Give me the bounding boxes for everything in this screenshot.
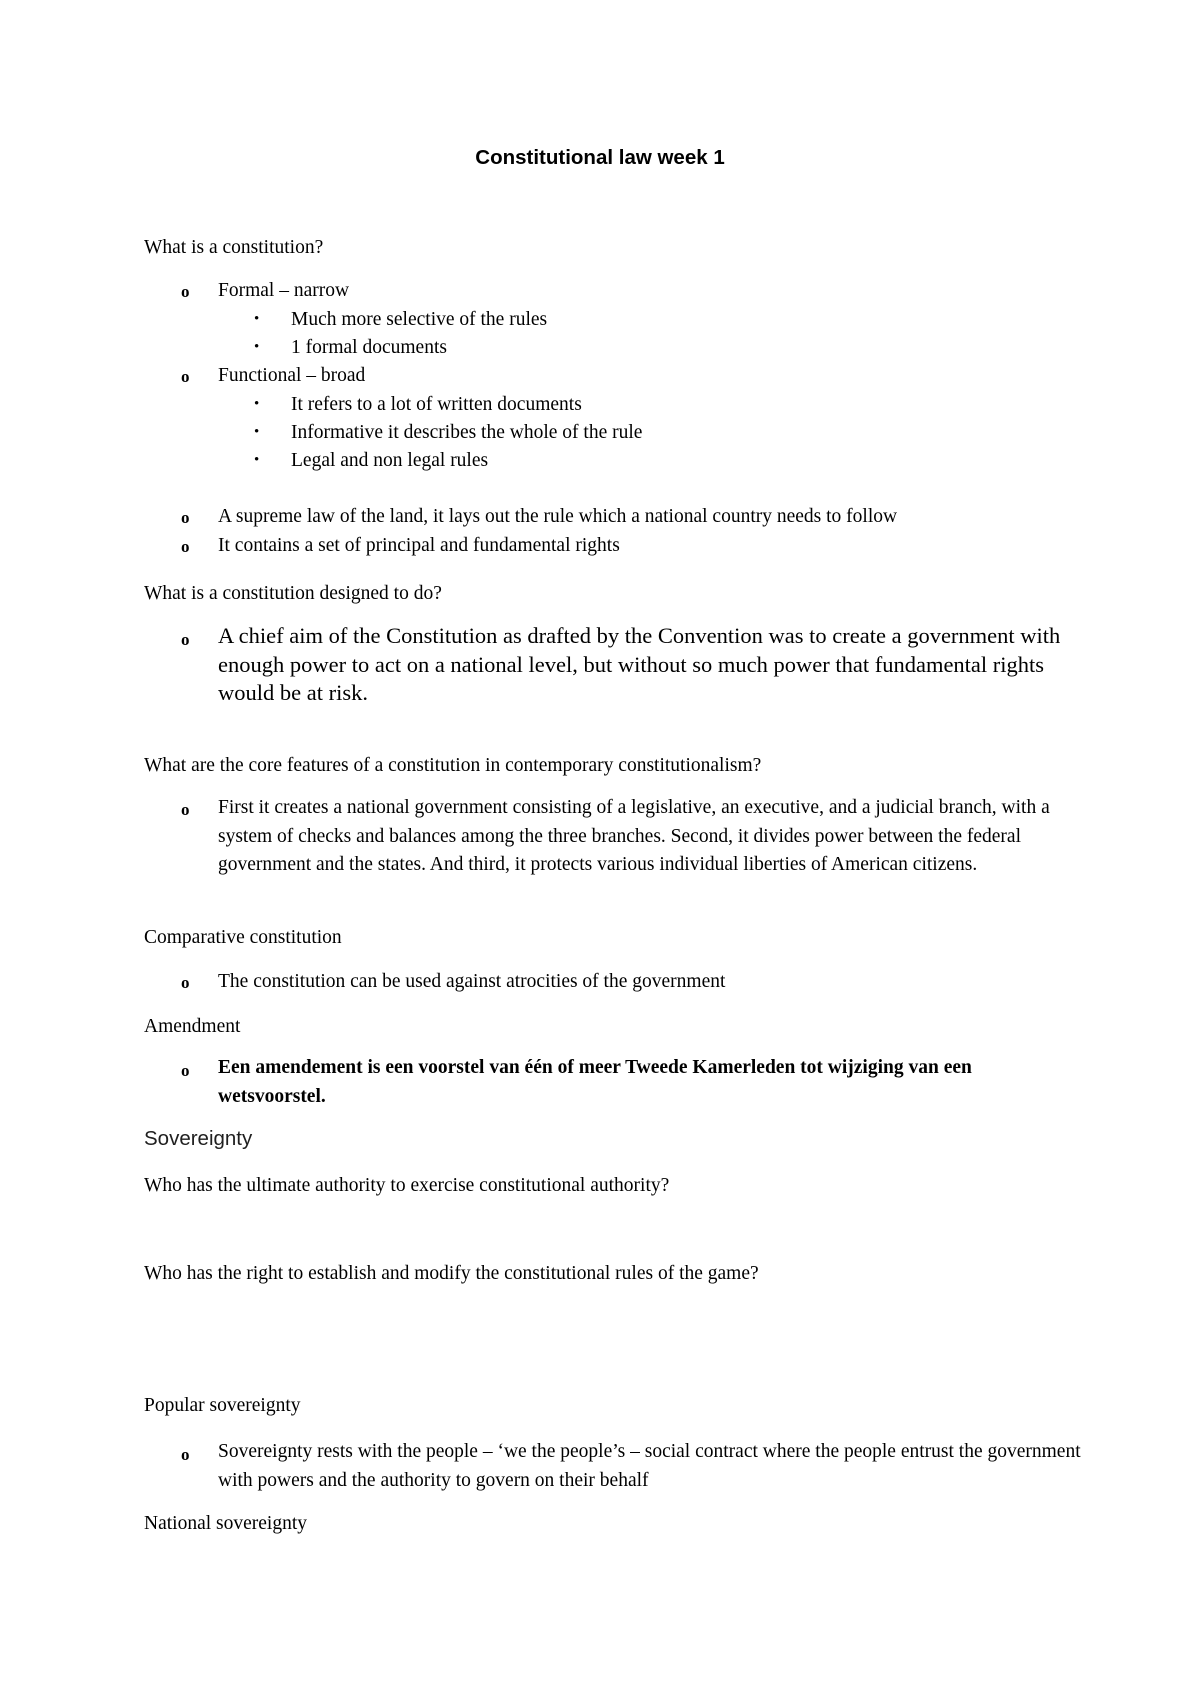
list-item-principal-rights: It contains a set of principal and fundamental rights	[218, 535, 620, 556]
bullet-marker: •	[254, 339, 260, 355]
list-item-formal: Formal – narrow	[218, 280, 350, 301]
heading-popular-sovereignty: Popular sovereignty	[144, 1395, 301, 1416]
document-title: Constitutional law week 1	[475, 146, 725, 169]
bullet-marker: •	[254, 424, 260, 440]
paragraph-core-features: First it creates a national government consisting of a legislative, an executive, and a judicial branch, with a system of checks and balances among the three branches. Second, it divides power between the federal government and the states. And third, it protects various individual liberties of American citizens.	[218, 797, 1050, 875]
list-item-functional-legal: Legal and non legal rules	[291, 450, 489, 471]
question-what-is-constitution: What is a constitution?	[144, 237, 324, 258]
bullet-marker: o	[181, 282, 190, 301]
paragraph-chief-aim: A chief aim of the Constitution as drafted by the Convention was to create a government with enough power to act on a national level, but without so much power that fundamental rights would be at risk.	[218, 623, 1061, 705]
list-item-atrocities: The constitution can be used against atrocities of the government	[218, 971, 726, 992]
bullet-marker: •	[254, 396, 260, 412]
section-heading-sovereignty: Sovereignty	[144, 1127, 253, 1150]
bullet-marker: o	[181, 973, 190, 992]
bullet-marker: o	[181, 1445, 190, 1464]
bullet-marker: •	[254, 311, 260, 327]
bullet-marker: o	[181, 800, 190, 819]
paragraph-amendment-dutch: Een amendement is een voorstel van één of meer Tweede Kamerleden tot wijziging van een wetsvoorstel.	[218, 1057, 972, 1107]
bullet-marker: o	[181, 630, 190, 649]
list-item-functional-written: It refers to a lot of written documents	[291, 394, 582, 415]
question-core-features: What are the core features of a constitution in contemporary constitutionalism?	[144, 755, 762, 776]
bullet-marker: •	[254, 452, 260, 468]
bullet-marker: o	[181, 508, 190, 527]
heading-national-sovereignty: National sovereignty	[144, 1513, 307, 1534]
list-item-formal-documents: 1 formal documents	[291, 337, 447, 358]
paragraph-popular-sovereignty: Sovereignty rests with the people – ‘we the people’s – social contract where the people entrust the government with powers and the authority to govern on their behalf	[218, 1441, 1081, 1491]
question-right-to-establish: Who has the right to establish and modify the constitutional rules of the game?	[144, 1263, 759, 1284]
bullet-marker: o	[181, 367, 190, 386]
list-item-formal-selective: Much more selective of the rules	[291, 309, 548, 330]
bullet-marker: o	[181, 537, 190, 556]
list-item-functional-informative: Informative it describes the whole of the rule	[291, 422, 643, 443]
list-item-supreme-law: A supreme law of the land, it lays out the rule which a national country needs to follow	[218, 506, 898, 527]
question-ultimate-authority: Who has the ultimate authority to exercise constitutional authority?	[144, 1175, 670, 1196]
heading-comparative-constitution: Comparative constitution	[144, 927, 342, 948]
bullet-marker: o	[181, 1061, 190, 1080]
heading-amendment: Amendment	[144, 1016, 241, 1037]
list-item-functional: Functional – broad	[218, 365, 366, 386]
question-designed-to-do: What is a constitution designed to do?	[144, 583, 442, 604]
